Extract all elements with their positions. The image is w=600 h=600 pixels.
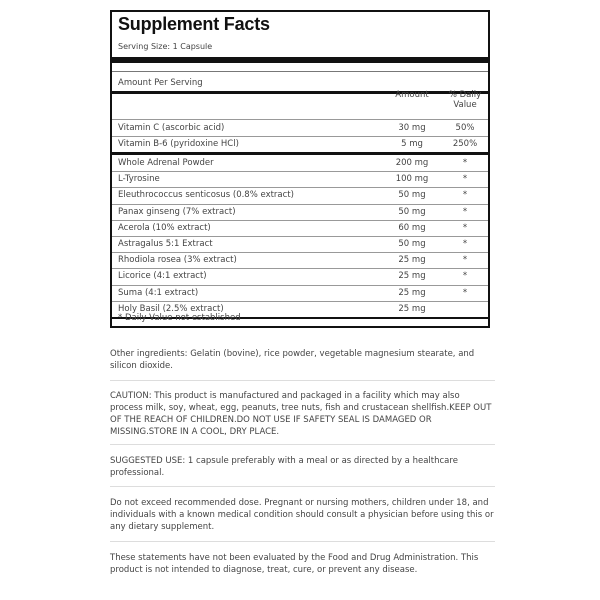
column-header-amount: Amount <box>395 90 429 100</box>
nutrient-daily-value: * <box>462 255 468 266</box>
column-header-dv-1: % Daily <box>448 90 482 100</box>
nutrient-row <box>112 252 488 269</box>
caution-text: CAUTION: This product is manufactured and packaged in a facility which may also process milk, soy, wheat, egg, peanuts, tree nuts, fish and crustacean shellfish.KEEP OUT OF THE REACH OF CHILDREN.DO NOT USE IF SAFETY SEAL IS DAMAGED OR MISSING.STORE IN A COOL, DRY PLACE. <box>110 391 492 437</box>
nutrient-daily-value: 250% <box>452 139 478 149</box>
separator <box>110 486 495 487</box>
facts-title: Supplement Facts <box>118 14 270 34</box>
nutrient-amount: 25 mg <box>398 303 426 314</box>
nutrient-name: Whole Adrenal Powder <box>118 158 214 168</box>
serving-size: Serving Size: 1 Capsule <box>118 42 213 51</box>
separator <box>110 444 495 445</box>
nutrient-name: Astragalus 5:1 Extract <box>118 239 213 249</box>
nutrient-daily-value: 50% <box>455 123 475 133</box>
nutrient-name: Rhodiola rosea (3% extract) <box>118 255 237 266</box>
nutrient-row <box>112 155 488 172</box>
nutrient-amount: 25 mg <box>398 271 426 282</box>
nutrient-daily-value: * <box>462 271 468 282</box>
nutrient-name: L-Tyrosine <box>118 174 160 185</box>
nutrient-amount: 25 mg <box>398 287 426 298</box>
nutrient-daily-value: * <box>462 239 468 249</box>
amount-per-serving: Amount Per Serving <box>118 78 203 88</box>
nutrient-row <box>112 204 488 221</box>
nutrient-amount: 50 mg <box>398 190 426 201</box>
nutrient-row <box>112 236 488 253</box>
nutrient-daily-value: * <box>462 158 468 168</box>
nutrient-amount: 200 mg <box>395 158 429 168</box>
other-ingredients: Other ingredients: Gelatin (bovine), rice powder, vegetable magnesium stearate, and silicon dioxide. <box>110 349 475 371</box>
fda-disclaimer: These statements have not been evaluated by the Food and Drug Administration. This product is not intended to diagnose, treat, cure, or prevent any disease. <box>110 553 479 575</box>
nutrient-row <box>112 187 488 204</box>
nutrient-row <box>112 171 488 188</box>
nutrient-name: Holy Basil (2.5% extract) <box>118 303 224 314</box>
nutrient-daily-value: * <box>462 174 468 185</box>
nutrient-row <box>112 285 488 302</box>
warning-text: Do not exceed recommended dose. Pregnant or nursing mothers, children under 18, and individuals with a known medical condition should consult a physician before using this or any dietary supplement. <box>110 498 494 532</box>
nutrient-name: Vitamin C (ascorbic acid) <box>118 123 225 133</box>
nutrient-amount: 60 mg <box>398 222 426 233</box>
separator <box>110 380 495 381</box>
nutrient-daily-value: * <box>462 206 468 217</box>
divider <box>112 71 488 72</box>
nutrient-name: Acerola (10% extract) <box>118 222 211 233</box>
nutrient-name: Panax ginseng (7% extract) <box>118 206 236 217</box>
nutrient-name: Licorice (4:1 extract) <box>118 271 207 282</box>
nutrient-row <box>112 220 488 237</box>
footnote: * Daily Value not established <box>118 313 241 323</box>
column-header-dv-2: Value <box>453 100 477 110</box>
nutrient-daily-value: * <box>462 190 468 201</box>
nutrient-amount: 50 mg <box>398 206 426 217</box>
supplement-facts-panel <box>110 10 490 328</box>
suggested-use: SUGGESTED USE: 1 capsule preferably with a meal or as directed by a healthcare professional. <box>110 456 458 478</box>
nutrient-name: Suma (4:1 extract) <box>118 287 199 298</box>
nutrient-name: Vitamin B-6 (pyridoxine HCl) <box>118 139 239 149</box>
nutrient-amount: 30 mg <box>398 123 426 133</box>
nutrient-row <box>112 268 488 285</box>
nutrient-amount: 100 mg <box>395 174 429 185</box>
nutrient-daily-value: * <box>462 287 468 298</box>
nutrient-amount: 50 mg <box>398 239 426 249</box>
nutrient-name: Eleuthrococcus senticosus (0.8% extract) <box>118 190 294 201</box>
nutrient-amount: 25 mg <box>398 255 426 266</box>
thick-divider <box>112 57 488 63</box>
nutrient-amount: 5 mg <box>401 139 423 149</box>
separator <box>110 541 495 542</box>
nutrient-row <box>112 120 488 137</box>
nutrient-daily-value: * <box>462 222 468 233</box>
nutrient-row <box>112 136 488 153</box>
